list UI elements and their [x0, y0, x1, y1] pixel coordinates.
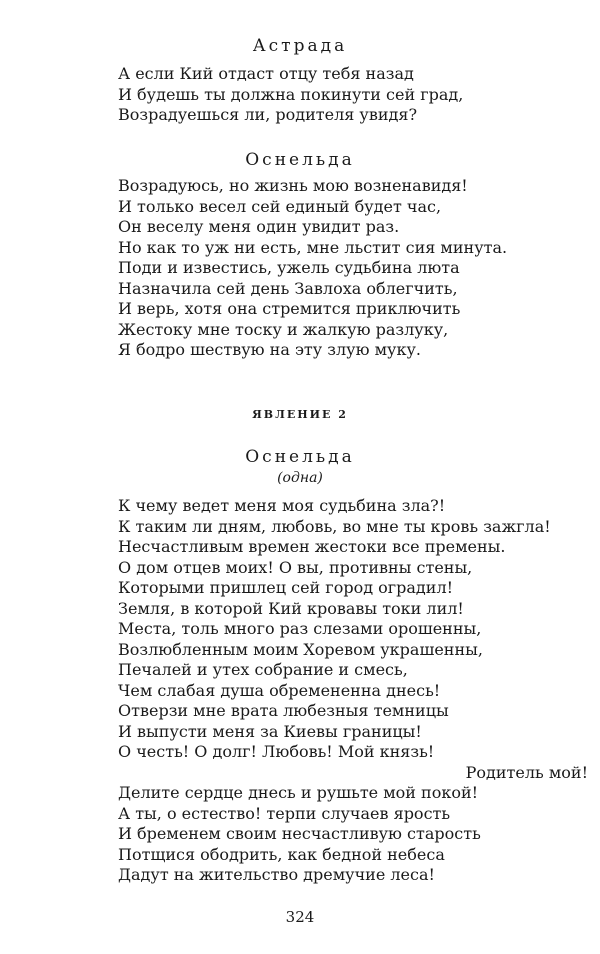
verse-line: Потщися ободрить, как бедной небеса — [118, 844, 445, 864]
speaker-astrada: Астрада — [252, 36, 348, 56]
verse-line: Земля, в которой Кий кровавы токи лил! — [118, 598, 464, 618]
verse-line: Места, толь много раз слезами орошенны, — [118, 619, 482, 638]
verse-line: Возлюбленным моим Хоревом украшенны, — [118, 639, 483, 659]
page-number: 324 — [285, 908, 315, 926]
verse-line: Дадут на жительство дремучие леса! — [118, 865, 435, 884]
verse-line-split-end: Родитель мой! — [465, 762, 588, 782]
verse-line: Поди и известись, ужель судьбина люта — [118, 258, 460, 277]
verse-line: О честь! О долг! Любовь! Мой князь! — [118, 742, 435, 761]
verse-line: Несчастливым времен жестоки все премены. — [118, 537, 506, 556]
verse-line: Чем слабая душа обремененна днесь! — [118, 680, 441, 700]
verse-line: Делите сердце днесь и рушьте мой покой! — [118, 783, 479, 802]
verse-line: К таким ли дням, любовь, во мне ты кровь зажгла! — [118, 516, 551, 536]
verse-line: Жестоку мне тоску и жалкую разлуку, — [118, 319, 449, 339]
verse-line: Возрадуюсь, но жизнь мою возненавидя! — [118, 176, 468, 195]
verse-line: А если Кий отдаст отцу тебя назад — [118, 64, 414, 83]
verse-block-osnelda — [118, 176, 588, 361]
verse-line: И верь, хотя она стремится приключить — [118, 299, 461, 318]
verse-line: Я бодро шествую на эту злую муку. — [118, 340, 421, 359]
verse-line: О дом отцев моих! О вы, противны стены, — [118, 557, 473, 577]
scene-heading: ЯВЛЕНИЕ 2 — [252, 408, 348, 421]
verse-line: И бременем своим несчастливую старость — [118, 824, 481, 843]
verse-line: А ты, о естество! терпи случаев ярость — [118, 803, 451, 823]
verse-line: И будешь ты должна покинути сей град, — [118, 84, 464, 104]
verse-line: К чему ведет меня моя судьбина зла?! — [118, 496, 446, 515]
verse-block-monologue — [118, 496, 588, 886]
speaker-osnelda-scene: Оснельда — [245, 447, 355, 467]
verse-line: Но как то уж ни есть, мне льстит сия минута. — [118, 237, 508, 257]
verse-line: Которыми пришлец сей город оградил! — [118, 578, 454, 597]
verse-line: Возрадуешься ли, родителя увидя? — [118, 105, 418, 124]
stage-direction: (одна) — [277, 470, 323, 486]
verse-line: Он веселу меня один увидит раз. — [118, 217, 400, 236]
verse-line: И выпусти меня за Киевы границы! — [118, 721, 422, 741]
verse-line: И только весел сей единый будет час, — [118, 196, 442, 216]
verse-line: Отверзи мне врата любезныя темницы — [118, 701, 449, 720]
verse-block-astrada — [118, 64, 588, 126]
verse-line: Печалей и утех собрание и смесь, — [118, 660, 408, 679]
verse-line: Назначила сей день Завлоха облегчить, — [118, 278, 458, 298]
speaker-osnelda: Оснельда — [245, 150, 355, 170]
